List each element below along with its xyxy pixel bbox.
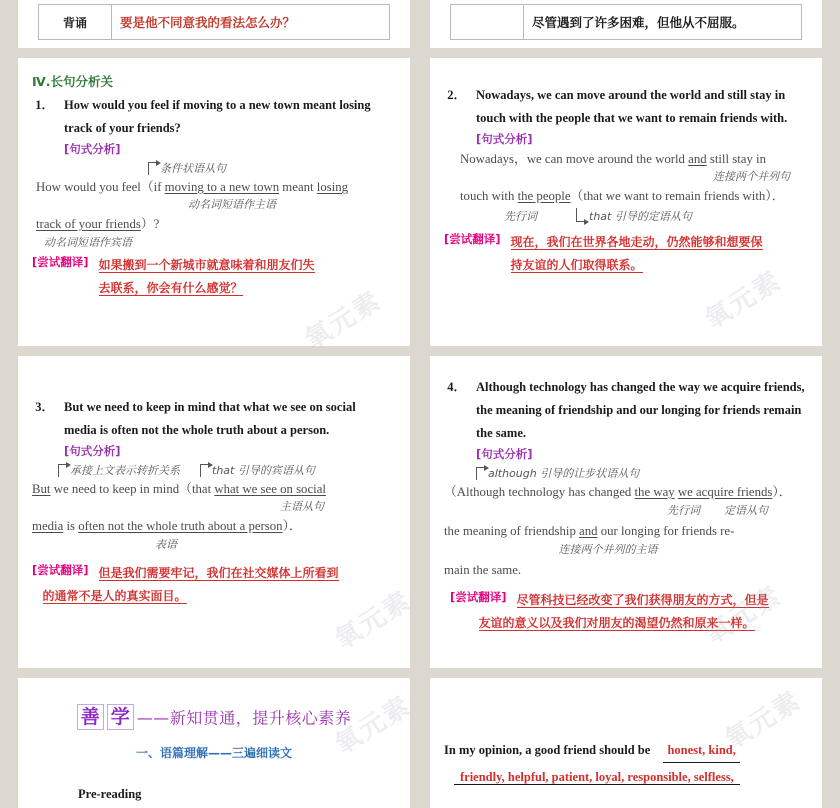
watermark: 氧元素 — [299, 285, 387, 356]
analysis-block-1 — [18, 157, 410, 250]
question-1 — [18, 94, 410, 157]
table-cell-label — [451, 5, 524, 40]
panel-opinion — [430, 678, 822, 808]
table-row — [39, 5, 390, 40]
analysis-line: Nowadays，we can move around the world and still stay in — [460, 152, 767, 166]
grammar-note: 动名词短语作宾语 — [44, 236, 132, 249]
panel-shanxue-header — [18, 678, 410, 808]
analysis-block-2 — [430, 147, 822, 225]
sentence-line: touch with the people that we want to remain friends with. — [476, 111, 788, 125]
grammar-note: 表语 — [155, 538, 177, 551]
question-4 — [430, 356, 822, 462]
watermark: 氧元素 — [329, 585, 417, 656]
grammar-note: 连接两个并列句 — [713, 170, 790, 183]
grammar-note: that 引导的定语从句 — [575, 208, 692, 224]
table-cell-label: 背诵 — [39, 5, 112, 40]
translation-line: 尽管科技已经改变了我们获得朋友的方式，但是 — [516, 593, 769, 607]
question-number: 1． — [35, 98, 54, 112]
translation-line: 但是我们需要牢记，我们在社交媒体上所看到 — [98, 566, 339, 580]
question-number: 4． — [447, 380, 466, 394]
grammar-note: 定语从句 — [724, 504, 768, 517]
translation-line: 友谊的意义以及我们对朋友的渴望仍然和原来一样。 — [478, 616, 755, 630]
structure-analysis-tag: [句式分析] — [64, 142, 121, 156]
question-number: 3． — [35, 400, 54, 414]
translation-line: 的通常不是人的真实面目。 — [42, 589, 187, 603]
opinion-answer-line-1: honest, kind, — [663, 738, 739, 763]
opinion-answer-line-2: friendly, helpful, patient, loyal, responsible, selfless, — [454, 770, 740, 785]
sentence-line: Nowadays, we can move around the world and still stay in — [476, 88, 786, 102]
opinion-block — [430, 678, 822, 789]
analysis-line: media is often not the whole truth about a person）． — [32, 519, 302, 533]
analysis-block-3 — [18, 459, 410, 552]
translation-line: 如果搬到一个新城市就意味着和朋友们失 — [98, 258, 315, 272]
translation-line: 现在，我们在世界各地走动，仍然能够和想要保 — [510, 235, 763, 249]
structure-analysis-tag: [句式分析] — [476, 132, 533, 146]
panel-sentence-1 — [18, 58, 410, 346]
shanxue-headline — [18, 678, 410, 730]
structure-analysis-tag: [句式分析] — [476, 447, 533, 461]
panel-top-left-table — [18, 0, 410, 48]
sentence-line: Although technology has changed the way we acquire friends, — [476, 380, 805, 394]
sentence-line: media is often not the whole truth about a person. — [64, 423, 330, 437]
grammar-note: although 引导的让步状语从句 — [476, 465, 639, 481]
analysis-line: track of your friends）? — [36, 217, 160, 231]
structure-analysis-tag: [句式分析] — [64, 444, 121, 458]
recite-table-right — [450, 4, 802, 40]
analysis-line: How would you feel（if moving to a new town meant losing — [36, 180, 349, 194]
grammar-note: 先行词 — [504, 210, 537, 223]
analysis-line: （Although technology has changed the way we acquire friends）． — [444, 485, 792, 499]
translate-tag: [尝试翻译] — [32, 255, 89, 269]
subsection-heading: 一、语篇理解——三遍细读文 — [135, 746, 292, 760]
watermark: 氧元素 — [699, 580, 787, 651]
watermark: 氧元素 — [719, 685, 807, 756]
grammar-note: 动名词短语作主语 — [188, 198, 276, 211]
analysis-block-4 — [430, 462, 822, 581]
translation-row-2 — [430, 225, 822, 277]
table-row — [451, 5, 802, 40]
translation-line: 持友谊的人们取得联系。 — [510, 258, 643, 272]
section-heading: Ⅳ.长句分析关 — [32, 74, 113, 89]
grammar-note: that 引导的宾语从句 — [200, 462, 315, 478]
translation-row-3 — [18, 552, 410, 608]
panel-sentence-4 — [430, 356, 822, 668]
grammar-note: 主语从句 — [280, 500, 324, 513]
watermark: 氧元素 — [329, 690, 417, 761]
analysis-line: But we need to keep in mind（that what we see on social — [32, 482, 326, 496]
opinion-prompt: In my opinion, a good friend should be — [444, 743, 651, 757]
translate-tag: [尝试翻译] — [450, 590, 507, 604]
table-cell-value: 要是他不同意我的看法怎么办？ — [112, 5, 390, 40]
translate-tag: [尝试翻译] — [444, 232, 501, 246]
question-2 — [430, 58, 822, 147]
panel-sentence-3 — [18, 356, 410, 668]
question-3 — [18, 356, 410, 459]
grammar-note: 连接两个并列的主语 — [558, 543, 658, 556]
sentence-line: the same. — [476, 426, 526, 440]
grammar-note: 先行词 — [667, 504, 700, 517]
translate-tag: [尝试翻译] — [32, 563, 89, 577]
translation-line: 去联系，你会有什么感觉？ — [98, 281, 243, 295]
sentence-line: How would you feel if moving to a new town meant losing — [64, 98, 371, 112]
watermark: 氧元素 — [699, 265, 787, 336]
grammar-note: 承接上文表示转折关系 — [58, 462, 180, 478]
headline-tail: ——新知贯通，提升核心素养 — [136, 708, 352, 728]
panel-top-right-table — [430, 0, 822, 48]
translation-row-1 — [18, 250, 410, 300]
boxed-char-xue: 学 — [107, 704, 134, 730]
pre-reading-label: Pre-reading — [78, 787, 142, 801]
analysis-line: main the same. — [444, 563, 522, 577]
sentence-line: the meaning of friendship and our longing for friends remain — [476, 403, 802, 417]
grammar-note: 条件状语从句 — [148, 160, 226, 176]
analysis-line: touch with the people（that we want to remain friends with）． — [460, 189, 785, 203]
panel-sentence-2 — [430, 58, 822, 346]
translation-row-4 — [430, 581, 822, 635]
question-number: 2． — [447, 88, 466, 102]
table-cell-value: 尽管遇到了许多困难，但他从不屈服。 — [524, 5, 802, 40]
boxed-char-shan: 善 — [77, 704, 104, 730]
recite-table-left — [38, 4, 390, 40]
sentence-line: track of your friends? — [64, 121, 181, 135]
sentence-line: But we need to keep in mind that what we see on social — [64, 400, 356, 414]
analysis-line: the meaning of friendship and our longing for friends re- — [444, 524, 735, 538]
